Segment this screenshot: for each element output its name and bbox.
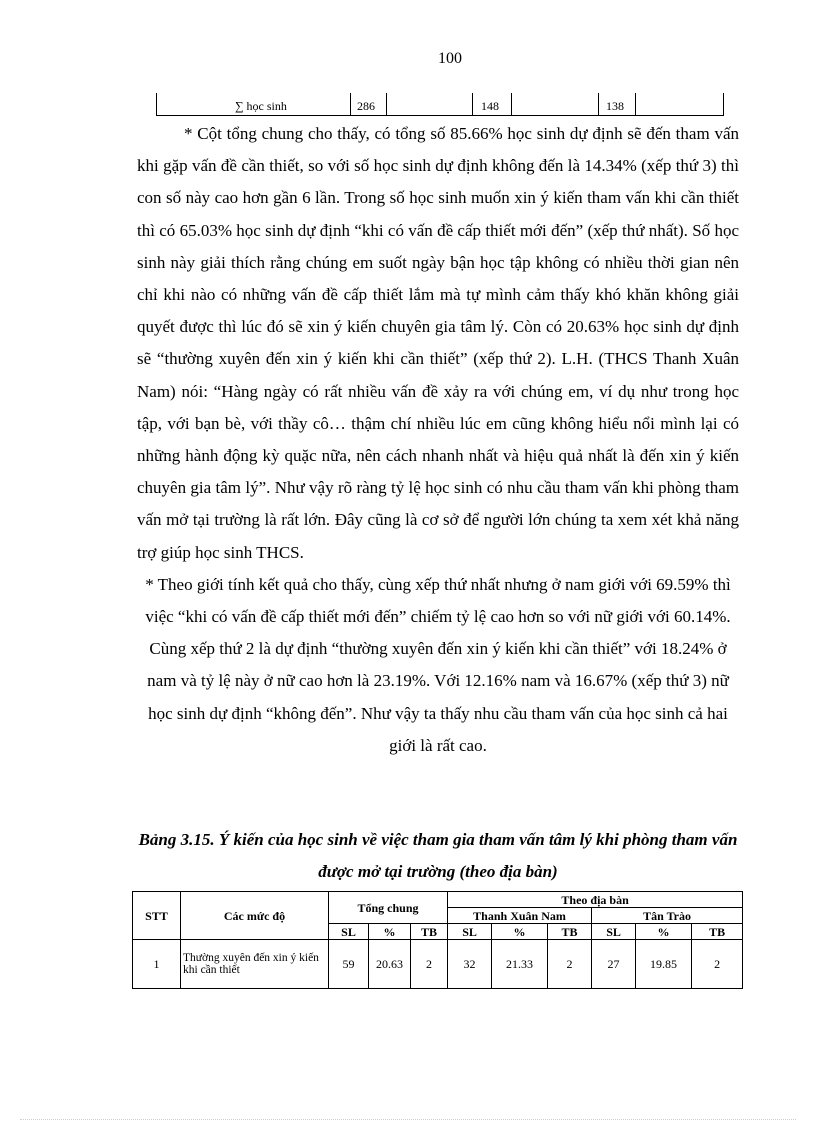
header-pct: % [636, 924, 692, 940]
cell-total-pct: 20.63 [369, 940, 411, 989]
header-tb: TB [411, 924, 448, 940]
header-region-thanh-xuan-nam: Thanh Xuân Nam [448, 908, 592, 924]
table-caption: Bảng 3.15. Ý kiến của học sinh về việc tham gia tham vấn tâm lý khi phòng tham vấn được mở tại trường (theo địa bàn) [138, 830, 738, 881]
cell-total-sl: 59 [329, 940, 369, 989]
table-row [133, 940, 743, 989]
page-number: 100 [438, 50, 462, 67]
cell-tt-sl: 27 [592, 940, 636, 989]
cell-total-tb: 2 [411, 940, 448, 989]
cell-stt: 1 [133, 940, 181, 989]
header-tb: TB [548, 924, 592, 940]
total-students-label: ∑ học sinh [235, 99, 287, 113]
header-sl: SL [448, 924, 492, 940]
total-students-boys: 148 [481, 99, 499, 113]
cell-txn-sl: 32 [448, 940, 492, 989]
paragraph-gender: * Theo giới tính kết quả cho thấy, cùng xếp thứ nhất nhưng ở nam giới với 69.59% thì việc “khi có vấn đề cấp thiết mới đến” chiếm tỷ lệ cao hơn so với nữ giới với 60.14%. Cùng xếp thứ 2 là dự định “thường xuyên đến xin ý kiến khi cần thiết” với 18.24% ở nam và tỷ lệ này ở nữ cao hơn là 23.19%. Với 12.16% nam và 16.67% (xếp thứ 3) nữ học sinh dự định “không đến”. Như vậy ta thấy nhu cầu tham vấn của học sinh cả hai giới là rất cao. [145, 574, 731, 755]
cell-txn-tb: 2 [548, 940, 592, 989]
header-stt: STT [133, 892, 181, 940]
total-students-girls: 138 [606, 99, 624, 113]
total-students-all: 286 [357, 99, 375, 113]
header-sl: SL [592, 924, 636, 940]
cell-level: Thường xuyên đến xin ý kiến khi cần thiết [181, 940, 329, 989]
header-pct: % [492, 924, 548, 940]
header-region-tan-trao: Tân Trào [592, 908, 743, 924]
cell-tt-tb: 2 [692, 940, 743, 989]
previous-table-total-row [156, 93, 724, 116]
cell-txn-pct: 21.33 [492, 940, 548, 989]
header-total: Tổng chung [329, 892, 448, 924]
region-table [132, 891, 743, 989]
body-text [137, 118, 739, 762]
header-tb: TB [692, 924, 743, 940]
header-by-region: Theo địa bàn [448, 892, 743, 908]
header-levels: Các mức độ [181, 892, 329, 940]
paragraph-overall: * Cột tổng chung cho thấy, có tổng số 85.66% học sinh dự định sẽ đến tham vấn khi gặp vấn đề cần thiết, so với số học sinh dự định không đến là 14.34% (xếp thứ 3) thì con số này cao hơn gần 6 lần. Trong số học sinh muốn xin ý kiến tham vấn khi cần thiết thì có 65.03% học sinh dự định “khi có vấn đề cấp thiết mới đến” (xếp thứ nhất). Số học sinh này giải thích rằng chúng em suốt ngày bận học tập không có nhiều thời gian nên chỉ khi nào có những vấn đề cấp thiết lắm mà tự mình cảm thấy khó khăn không giải quyết được thì lúc đó sẽ xin ý kiến chuyên gia tâm lý. Còn có 20.63% học sinh dự định sẽ “thường xuyên đến xin ý kiến khi cần thiết” (xếp thứ 2). L.H. (THCS Thanh Xuân Nam) nói: “Hàng ngày có rất nhiều vấn đề xảy ra với chúng em, ví dụ như trong học tập, với bạn bè, với thầy cô… thậm chí nhiều lúc em cũng không hiểu nổi mình lại có những hành động kỳ quặc nữa, nên cách nhanh nhất và hiệu quả nhất là đến xin ý kiến chuyên gia tâm lý”. Như vậy rõ ràng tỷ lệ học sinh có nhu cầu tham vấn khi phòng tham vấn mở tại trường là rất lớn. Đây cũng là cơ sở để người lớn chúng ta xem xét khả năng trợ giúp học sinh THCS. [137, 124, 739, 562]
page-edge-divider [20, 1119, 796, 1120]
header-pct: % [369, 924, 411, 940]
header-sl: SL [329, 924, 369, 940]
cell-tt-pct: 19.85 [636, 940, 692, 989]
